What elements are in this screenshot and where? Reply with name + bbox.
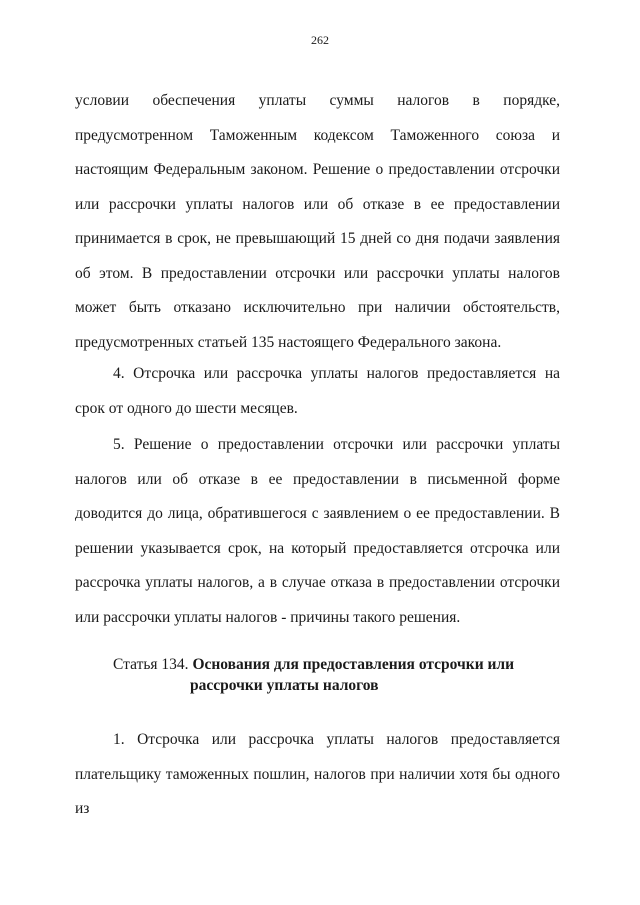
article-heading-line-1 — [113, 654, 563, 675]
article-title-part-2: рассрочки уплаты налогов — [190, 677, 379, 694]
article-title-part-1: Основания для предоставления отсрочки или — [192, 656, 515, 673]
page-number: 262 — [311, 33, 329, 47]
article-heading — [113, 654, 563, 696]
paragraph-continued: условии обеспечения уплаты суммы налогов в порядке, предусмотренном Таможенным кодексом Таможенного союза и настоящим Федеральным законом. Решение о предоставлении отсрочки или рассрочки уплаты налогов или об отказе в ее предоставлении принимается в срок, не превышающий 15 дней со дня подачи заявления об этом. В предоставлении отсрочки или рассрочки уплаты налогов может быть отказано исключительно при наличии обстоятельств, предусмотренных статьей 135 настоящего Федерального закона. — [75, 92, 560, 351]
paragraph-item-4: 4. Отсрочка или рассрочка уплаты налогов предоставляется на срок от одного до шести месяцев. — [75, 365, 560, 417]
article-label: Статья 134. — [113, 656, 189, 673]
paragraph-item-5: 5. Решение о предоставлении отсрочки или рассрочки уплаты налогов или об отказе в ее предоставлении в письменной форме доводится до лица, обратившегося с заявлением о ее предоставлении. В решении указывается срок, на который предоставляется отсрочка или рассрочка уплаты налогов, а в случае отказа в предоставлении отсрочки или рассрочки уплаты налогов - причины такого решения. — [75, 436, 560, 626]
article-paragraph-item-1: 1. Отсрочка или рассрочка уплаты налогов предоставляется плательщику таможенных пошлин, налогов при наличии хотя бы одного из — [75, 731, 560, 817]
